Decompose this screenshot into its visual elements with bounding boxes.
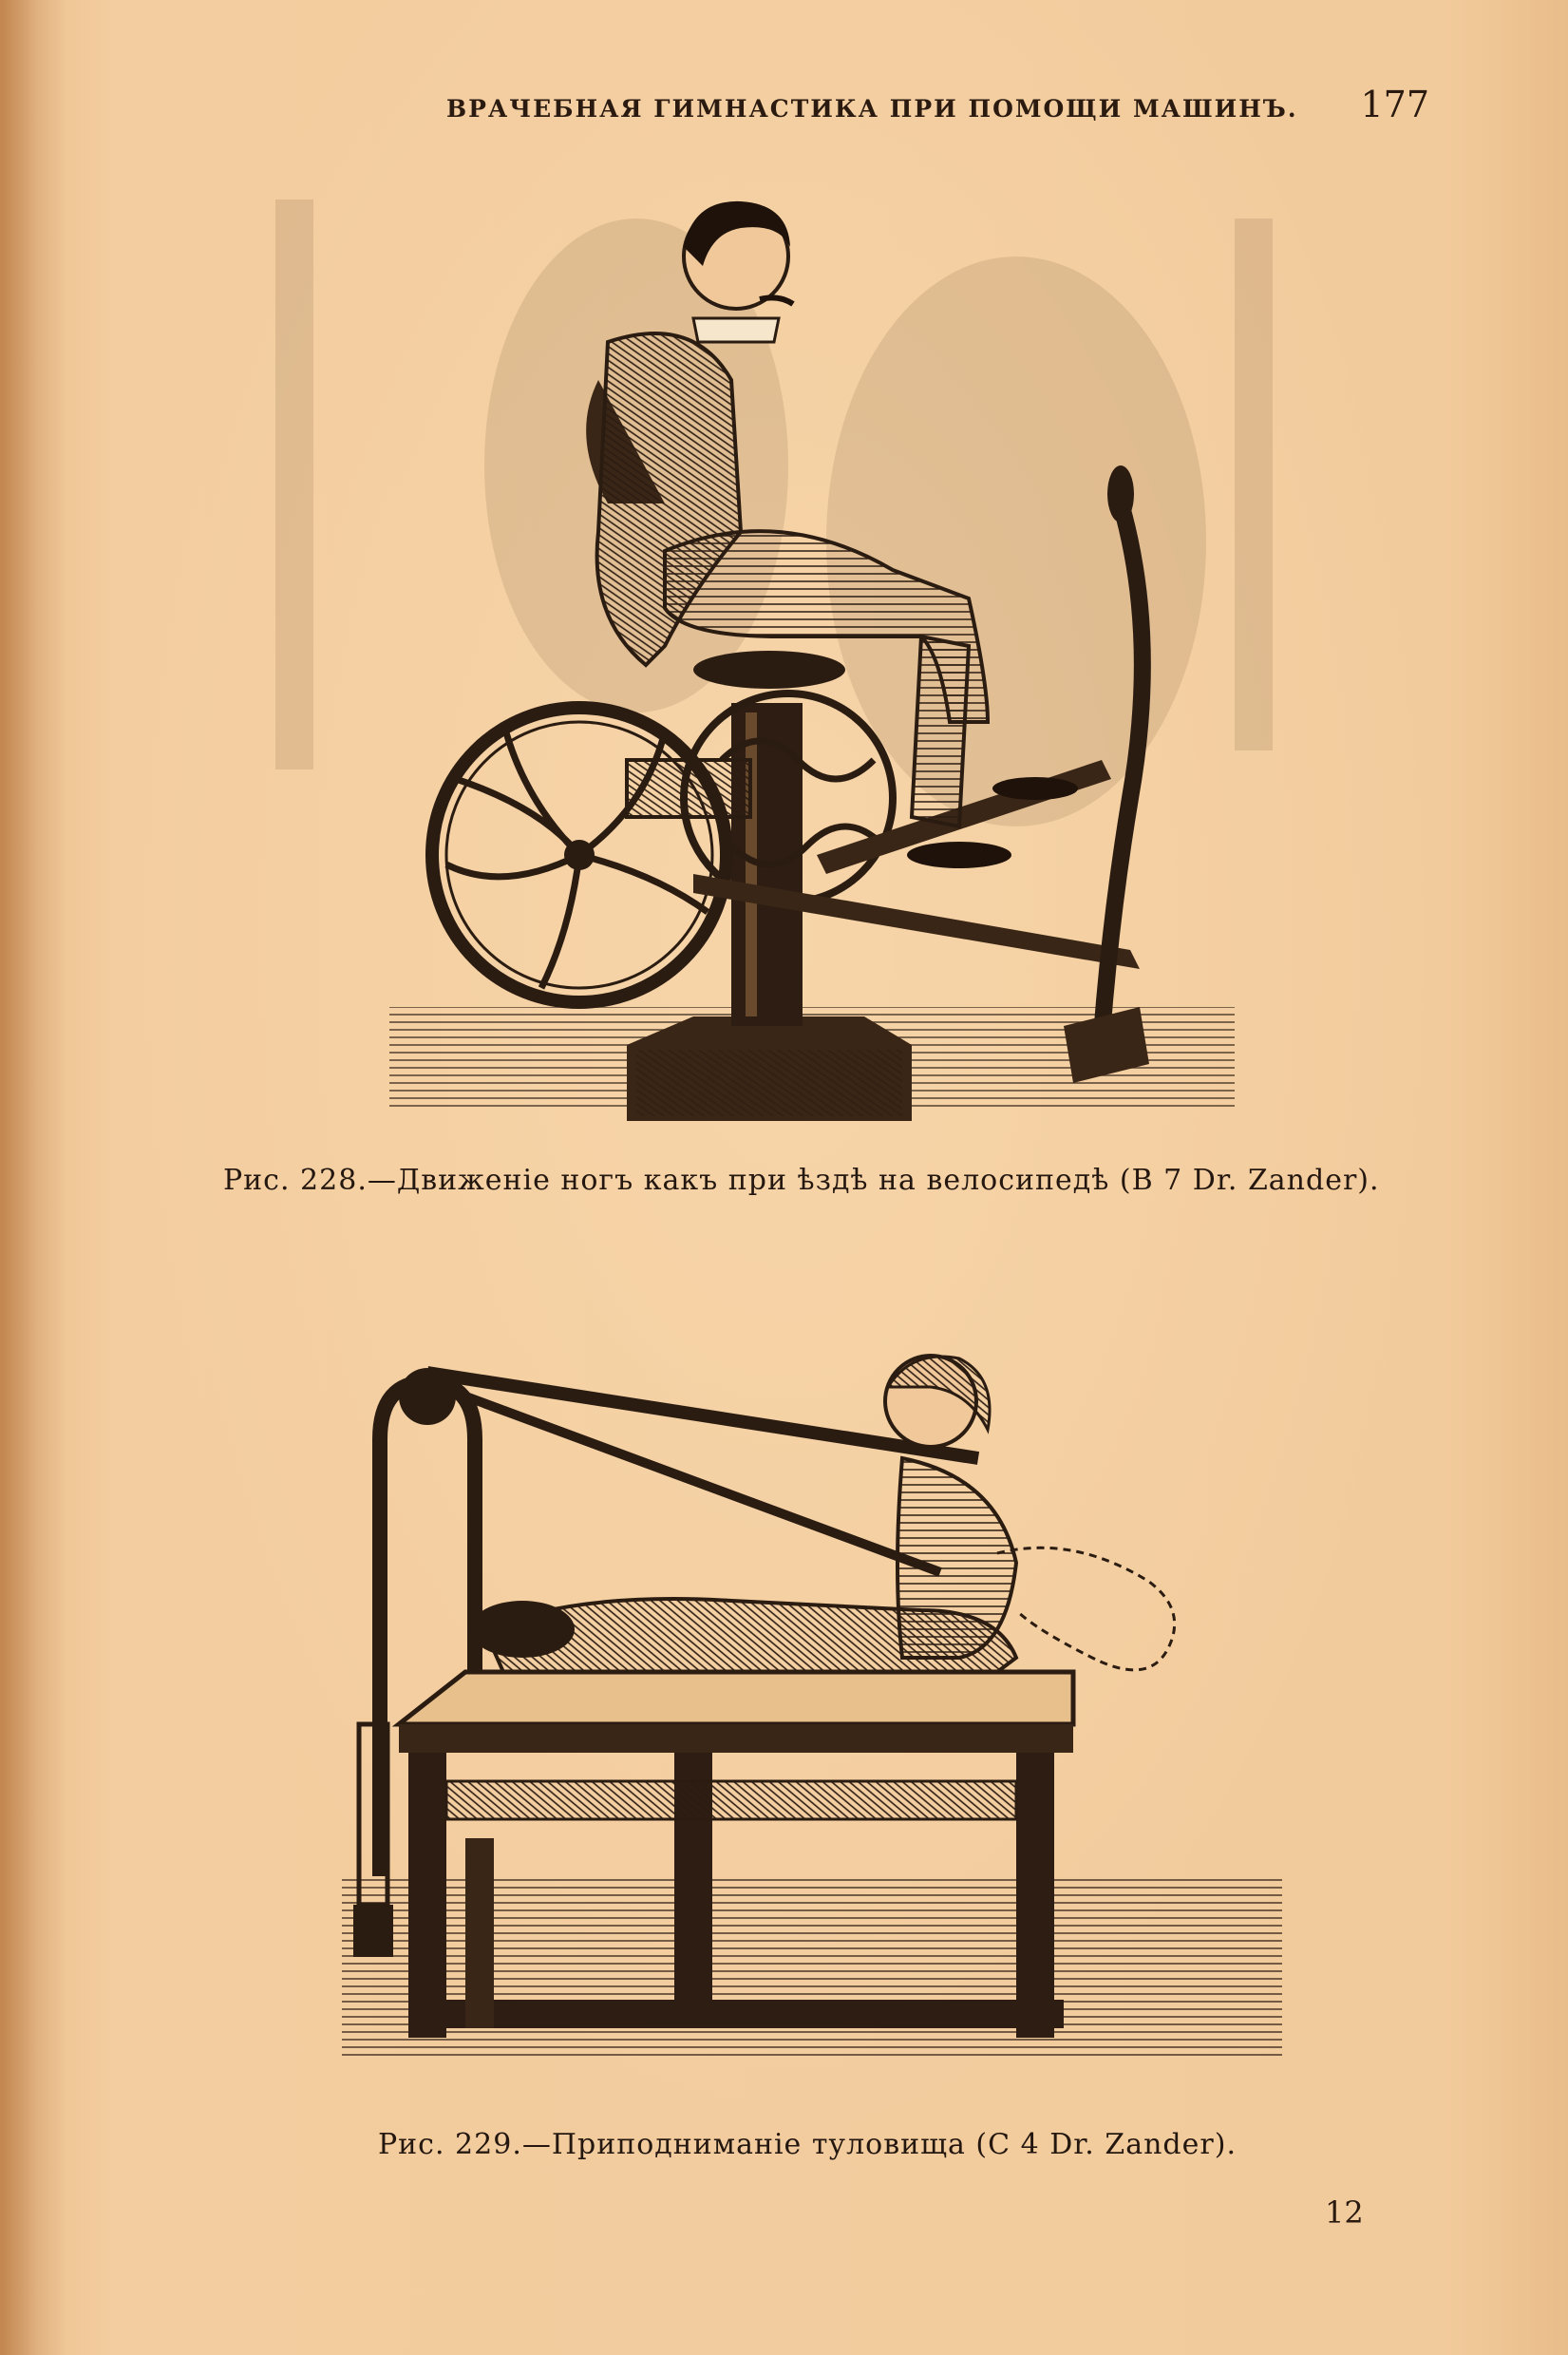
counterweight (353, 1905, 393, 1957)
figure-caption: Рис. 229.—Приподниманіе туловища (С 4 Dr. Zander). (378, 2128, 1237, 2161)
lever-knob (1107, 465, 1134, 522)
page-edge-stain (0, 0, 66, 2355)
figure-228-illustration (380, 190, 1254, 1140)
figure-229-illustration (332, 1344, 1301, 2095)
page-number: 177 (1360, 84, 1429, 125)
signature-mark: 12 (1325, 2194, 1364, 2231)
crank-gear (627, 760, 750, 817)
running-head: ВРАЧЕБНАЯ ГИМНАСТИКА ПРИ ПОМОЩИ МАШИНЪ. (446, 95, 1298, 123)
flywheel (432, 708, 727, 1002)
motion-outline (997, 1548, 1175, 1670)
seated-woman (470, 1356, 1016, 1672)
seat (693, 651, 845, 689)
figure-caption: Рис. 228.—Движеніе ногъ какъ при ѣздѣ на велосипедѣ (В 7 Dr. Zander). (223, 1164, 1380, 1197)
